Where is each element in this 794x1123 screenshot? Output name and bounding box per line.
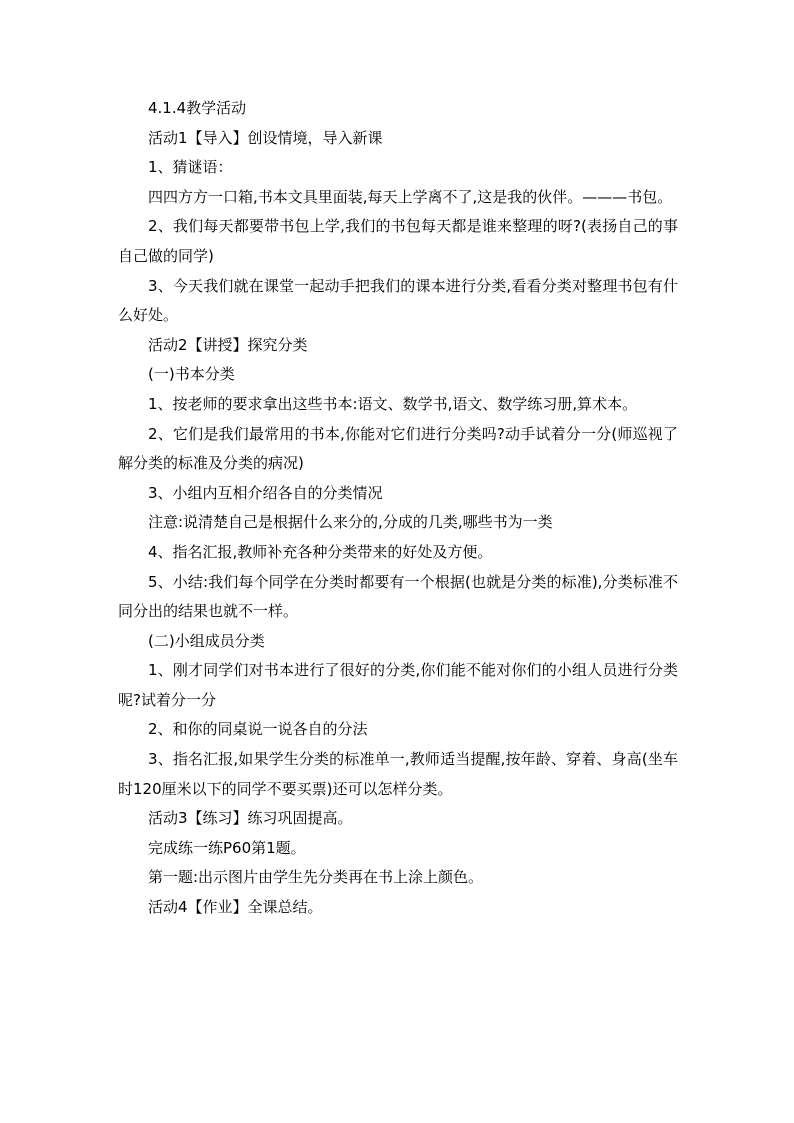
paragraph: 1、猜谜语： bbox=[148, 158, 233, 177]
paragraph: 3、小组内互相介绍各自的分类情况 bbox=[148, 483, 383, 502]
paragraph: 5、小结:我们每个同学在分类时都要有一个根据(也就是分类的标准),分类标准不同分出的结果也就不一样。 bbox=[118, 572, 678, 621]
paragraph: 完成练一练P60第1题。 bbox=[148, 838, 306, 857]
subsection-heading: (一)书本分类 bbox=[148, 365, 235, 384]
subsection-heading: (二)小组成员分类 bbox=[148, 631, 265, 650]
section-heading: 4.1.4教学活动 bbox=[148, 99, 247, 117]
paragraph: 注意:说清楚自己是根据什么来分的,分成的几类,哪些书为一类 bbox=[148, 513, 553, 532]
activity-heading: 活动3【练习】练习巩固提高。 bbox=[148, 809, 353, 828]
paragraph: 2、我们每天都要带书包上学,我们的书包每天都是谁来整理的呀?(表扬自己的事自己做的同学) bbox=[118, 217, 678, 265]
paragraph: 第一题:出示图片由学生先分类再在书上涂上颜色。 bbox=[148, 868, 484, 887]
paragraph: 3、今天我们就在课堂一起动手把我们的课本进行分类,看看分类对整理书包有什么好处。 bbox=[118, 276, 678, 325]
activity-heading: 活动1【导入】创设情境，导入新课 bbox=[148, 128, 383, 147]
paragraph: 2、它们是我们最常用的书本,你能对它们进行分类吗?动手试着分一分(师巡视了解分类的标准及分类的病况) bbox=[118, 424, 678, 473]
paragraph: 1、按老师的要求拿出这些书本:语文、数学书,语文、数学练习册,算术本。 bbox=[148, 394, 638, 413]
activity-heading: 活动2【讲授】探究分类 bbox=[148, 335, 308, 354]
paragraph: 4、指名汇报,教师补充各种分类带来的好处及方便。 bbox=[148, 542, 493, 561]
paragraph: 2、和你的同桌说一说各自的分法 bbox=[148, 720, 368, 739]
paragraph: 1、刚才同学们对书本进行了很好的分类,你们能不能对你们的小组人员进行分类呢?试着分一分 bbox=[118, 661, 678, 709]
activity-heading: 活动4【作业】全课总结。 bbox=[148, 898, 323, 917]
paragraph: 四四方方一口箱,书本文具里面装,每天上学离不了,这是我的伙伴。———书包。 bbox=[148, 187, 673, 206]
paragraph: 3、指名汇报,如果学生分类的标准单一,教师适当提醒,按年龄、穿着、身高(坐车时120厘米以下的同学不要买票)还可以怎样分类。 bbox=[118, 750, 678, 798]
document-body bbox=[118, 94, 678, 923]
